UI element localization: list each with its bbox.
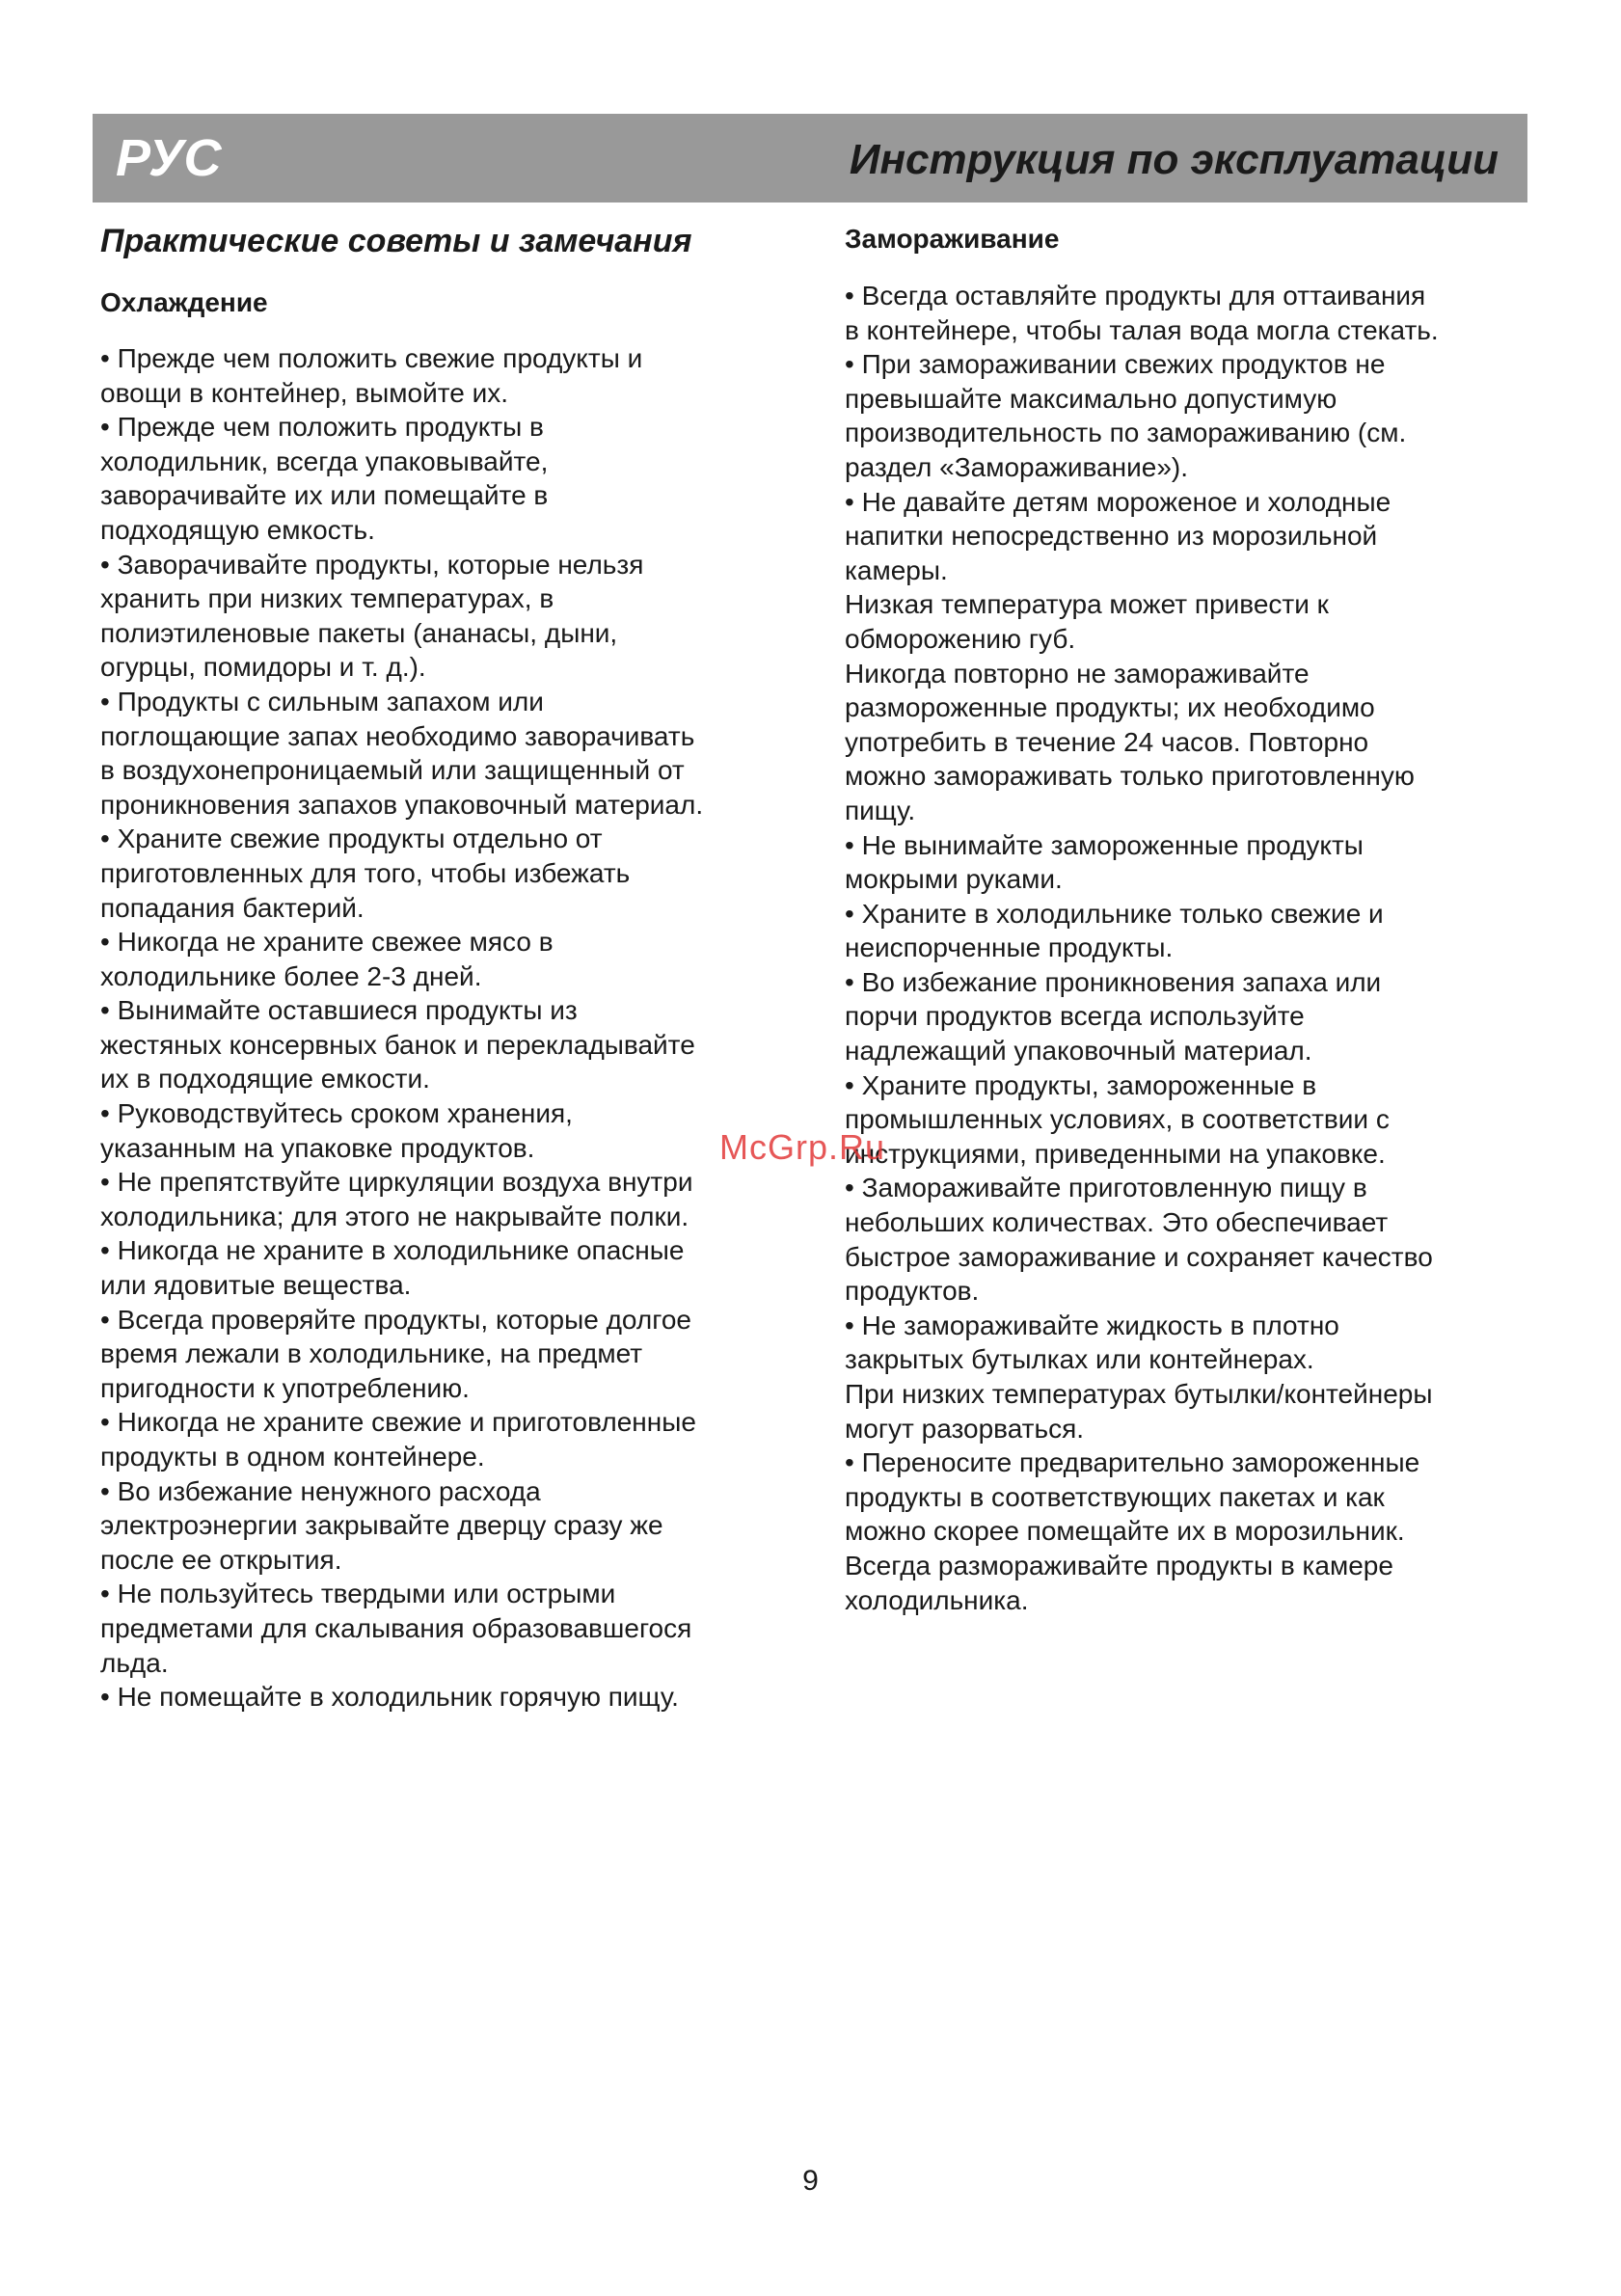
text-line: • Не замораживайте жидкость в плотно [845, 1310, 1339, 1340]
text-line: размороженные продукты; их необходимо [845, 692, 1375, 723]
text-line: огурцы, помидоры и т. д.). [100, 652, 426, 683]
text-line: холодильника; для этого не накрывайте полки. [100, 1201, 689, 1231]
text-line: • Заворачивайте продукты, которые нельзя [100, 549, 644, 580]
header-band [93, 114, 1527, 203]
text-line: приготовленных для того, чтобы избежать [100, 857, 631, 888]
text-line: • Храните продукты, замороженные в [845, 1069, 1317, 1100]
text-line: производительность по замораживанию (см. [845, 418, 1407, 448]
text-line: • Не давайте детям мороженое и холодные [845, 486, 1391, 517]
text-line: промышленных условиях, в соответствии с [845, 1104, 1390, 1135]
text-line: предметами для скалывания образовавшегося [100, 1612, 692, 1643]
text-line: • Всегда оставляйте продукты для оттаивания [845, 281, 1426, 311]
text-line: быстрое замораживание и сохраняет качество [845, 1241, 1433, 1272]
text-line: продукты в соответствующих пакетах и как [845, 1481, 1385, 1512]
text-line: • Прежде чем положить продукты в [100, 412, 544, 443]
text-line: холодильнике более 2-3 дней. [100, 960, 482, 991]
text-line: употребить в течение 24 часов. Повторно [845, 726, 1369, 757]
text-line: • Замораживайте приготовленную пищу в [845, 1173, 1367, 1203]
text-line: • Продукты с сильным запахом или [100, 686, 544, 716]
text-line: продуктов. [845, 1276, 980, 1307]
text-line: При низких температурах бутылки/контейнеры [845, 1379, 1433, 1409]
text-line: напитки непосредственно из морозильной [845, 521, 1378, 552]
text-line: жестяных консервных банок и перекладывайте [100, 1029, 695, 1060]
watermark: McGrp.Ru [719, 1127, 886, 1167]
text-line: или ядовитые вещества. [100, 1270, 412, 1301]
page-number: 9 [802, 2165, 819, 2197]
text-line: овощи в контейнер, вымойте их. [100, 377, 509, 408]
text-line: • Во избежание ненужного расхода [100, 1475, 541, 1506]
text-line: • Храните в холодильнике только свежие и [845, 898, 1384, 929]
text-line: камеры. [845, 554, 948, 585]
text-line: могут разорваться. [845, 1413, 1085, 1444]
text-line: • Во избежание проникновения запаха или [845, 966, 1382, 997]
text-line: холодильник, всегда упаковывайте, [100, 446, 549, 476]
text-line: после ее открытия. [100, 1544, 342, 1575]
text-line: поглощающие запах необходимо заворачивать [100, 720, 695, 751]
text-line: превышайте максимально допустимую [845, 383, 1337, 414]
freezing-heading: Замораживание [845, 224, 1060, 254]
text-line: порчи продуктов всегда используйте [845, 1001, 1305, 1032]
text-line: • Вынимайте оставшиеся продукты из [100, 995, 578, 1026]
text-line: пригодности к употреблению. [100, 1372, 470, 1403]
text-line: продукты в одном контейнере. [100, 1442, 485, 1472]
text-line: • Никогда не храните в холодильнике опасные [100, 1235, 685, 1266]
text-line: проникновения запахов упаковочный материал. [100, 789, 704, 820]
text-line: • Прежде чем положить свежие продукты и [100, 343, 643, 373]
text-line: Низкая температура может привести к [845, 589, 1329, 620]
text-line: заворачивайте их или помещайте в [100, 480, 549, 511]
text-line: мокрыми руками. [845, 864, 1063, 895]
text-line: время лежали в холодильнике, на предмет [100, 1338, 643, 1369]
text-line: пищу. [845, 795, 916, 825]
text-line: • Храните свежие продукты отдельно от [100, 824, 603, 854]
text-line: льда. [100, 1647, 169, 1678]
cooling-heading: Охлаждение [100, 287, 268, 317]
text-line: инструкциями, приведенными на упаковке. [845, 1138, 1386, 1169]
document-title: Инструкция по эксплуатации [849, 136, 1499, 183]
text-line: полиэтиленовые пакеты (ананасы, дыни, [100, 617, 618, 648]
text-line: можно скорее помещайте их в морозильник. [845, 1516, 1405, 1547]
text-line: • Не помещайте в холодильник горячую пищу. [100, 1682, 679, 1713]
text-line: в контейнере, чтобы талая вода могла стекать. [845, 314, 1439, 345]
cooling-body [100, 341, 703, 1715]
text-line: • Никогда не храните свежее мясо в [100, 927, 554, 958]
text-line: подходящую емкость. [100, 514, 375, 545]
language-label: РУС [116, 129, 222, 187]
text-line: • При замораживании свежих продуктов не [845, 349, 1386, 380]
text-line: хранить при низких температурах, в [100, 583, 554, 614]
text-line: небольших количествах. Это обеспечивает [845, 1207, 1389, 1238]
text-line: • Всегда проверяйте продукты, которые долгое [100, 1304, 691, 1335]
text-line: • Не пользуйтесь твердыми или острыми [100, 1579, 616, 1609]
text-line: • Руководствуйтесь сроком хранения, [100, 1098, 573, 1129]
text-line: в воздухонепроницаемый или защищенный от [100, 755, 685, 786]
text-line: Никогда повторно не замораживайте [845, 658, 1310, 689]
freezing-body [845, 279, 1439, 1617]
text-line: холодильника. [845, 1584, 1029, 1615]
text-line: Всегда размораживайте продукты в камере [845, 1550, 1393, 1580]
text-line: указанным на упаковке продуктов. [100, 1132, 535, 1163]
text-line: попадания бактерий. [100, 892, 365, 923]
text-line: закрытых бутылках или контейнерах. [845, 1344, 1314, 1375]
text-line: • Переносите предварительно замороженные [845, 1447, 1420, 1478]
section-title: Практические советы и замечания [100, 223, 692, 259]
text-line: раздел «Замораживание»). [845, 451, 1189, 482]
text-line: неиспорченные продукты. [845, 932, 1174, 963]
text-line: • Не препятствуйте циркуляции воздуха внутри [100, 1167, 693, 1198]
text-line: надлежащий упаковочный материал. [845, 1036, 1312, 1067]
text-line: можно замораживать только приготовленную [845, 761, 1415, 792]
text-line: • Никогда не храните свежие и приготовленные [100, 1407, 696, 1438]
text-line: электроэнергии закрывайте дверцу сразу же [100, 1510, 663, 1541]
text-line: обморожению губ. [845, 623, 1076, 654]
text-line: • Не вынимайте замороженные продукты [845, 829, 1364, 860]
text-line: их в подходящие емкости. [100, 1064, 430, 1094]
